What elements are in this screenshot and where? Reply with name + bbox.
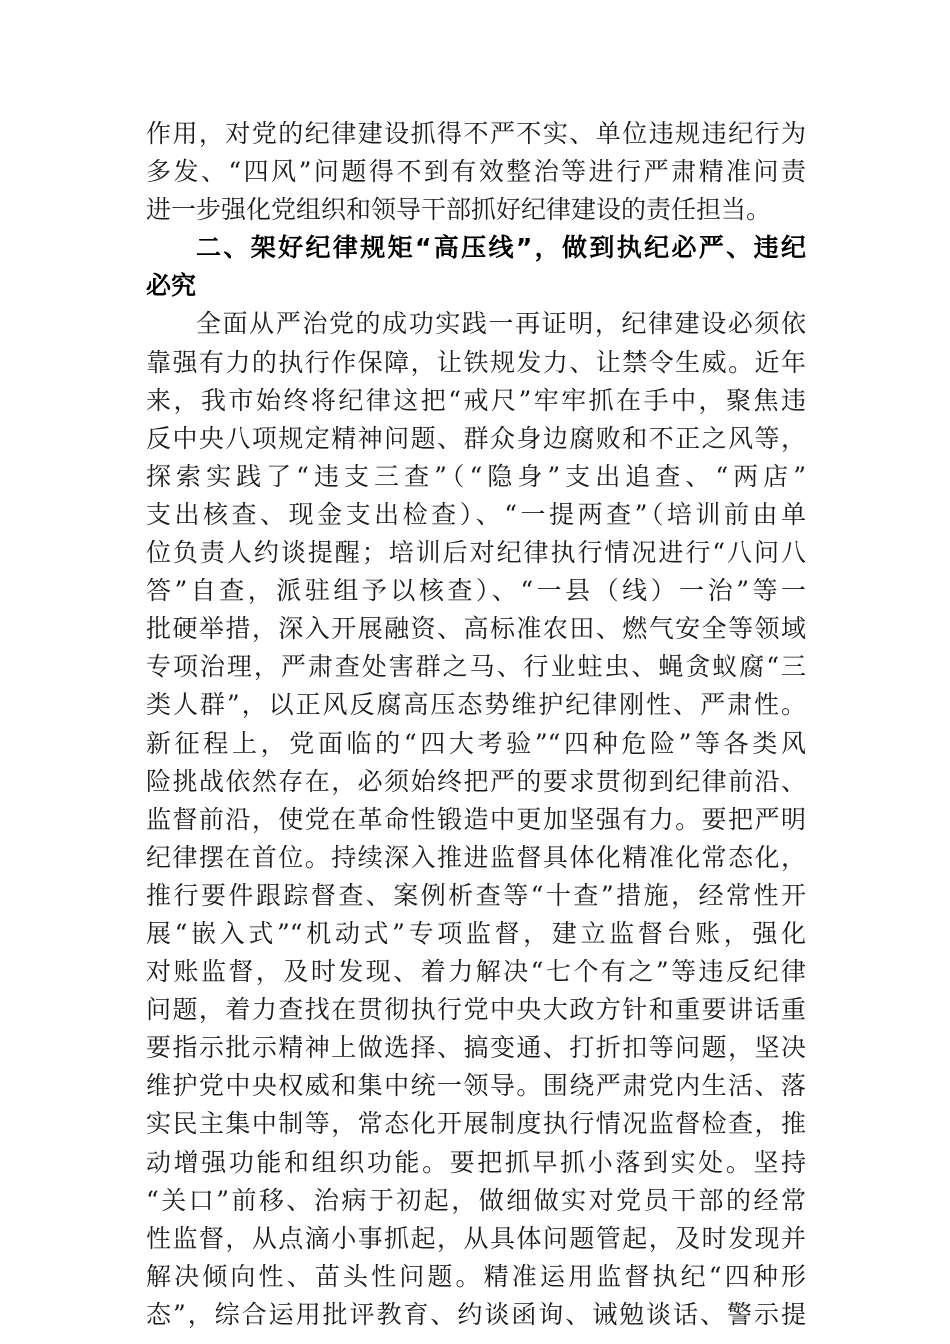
- text-line: 险挑战依然存在，必须始终把严的要求贯彻到纪律前沿、: [146, 766, 806, 796]
- text-line: 实民主集中制等，常态化开展制度执行情况监督检查，推: [146, 1109, 806, 1139]
- document-page: [146, 115, 806, 1334]
- text-line: 态”，综合运用批评教育、约谈函询、诫勉谈话、警示提: [146, 1299, 806, 1329]
- paragraph-continuation: [146, 115, 806, 229]
- text-line: 问题，着力查找在贯彻执行党中央大政方针和重要讲话重: [146, 995, 806, 1025]
- text-line: 性监督，从点滴小事抓起，从具体问题管起，及时发现并: [146, 1223, 806, 1253]
- text-line: 作用，对党的纪律建设抓得不严不实、单位违规违纪行为: [146, 119, 806, 148]
- text-line: 支出核查、现金支出检查）、“一提两查”（培训前由单: [146, 499, 806, 529]
- text-line: 来，我市始终将纪律这把“戒尺”牢牢抓在手中，聚焦违: [146, 385, 806, 415]
- body-paragraph: [146, 305, 806, 1334]
- text-line: 纪律摆在首位。持续深入推进监督具体化精准化常态化，: [146, 842, 806, 872]
- text-line: 反中央八项规定精神问题、群众身边腐败和不正之风等，: [146, 423, 806, 453]
- text-line: “关口”前移、治病于初起，做细做实对党员干部的经常: [146, 1185, 806, 1215]
- text-line: 动增强功能和组织功能。要把抓早抓小落到实处。坚持: [146, 1147, 806, 1177]
- text-line: 监督前沿，使党在革命性锻造中更加坚强有力。要把严明: [146, 804, 806, 834]
- text-line: 推行要件跟踪督查、案例析查等“十查”措施，经常性开: [146, 880, 806, 910]
- text-line: 全面从严治党的成功实践一再证明，纪律建设必须依: [196, 309, 806, 339]
- heading-line: 二、架好纪律规矩“高压线”，做到执纪必严、违纪: [196, 233, 806, 263]
- text-line: 靠强有力的执行作保障，让铁规发力、让禁令生威。近年: [146, 347, 806, 377]
- text-line: 进一步强化党组织和领导干部抓好纪律建设的责任担当。: [146, 195, 772, 225]
- text-line: 批硬举措，深入开展融资、高标准农田、燃气安全等领域: [146, 614, 806, 644]
- section-heading: [146, 229, 806, 305]
- heading-line: 必究: [146, 271, 197, 301]
- text-line: 展“嵌入式”“机动式”专项监督，建立监督台账，强化: [146, 918, 806, 948]
- text-line: 维护党中央权威和集中统一领导。围绕严肃党内生活、落: [146, 1071, 806, 1101]
- text-line: 专项治理，严肃查处害群之马、行业蛀虫、蝇贪蚁腐“三: [146, 652, 806, 682]
- text-line: 答”自查，派驻组予以核查）、“一县（线）一治”等一: [146, 576, 806, 606]
- text-line: 要指示批示精神上做选择、搞变通、打折扣等问题，坚决: [146, 1033, 806, 1063]
- text-line: 解决倾向性、苗头性问题。精准运用监督执纪“四种形: [146, 1261, 806, 1291]
- text-line: 多发、“四风”问题得不到有效整治等进行严肃精准问责: [146, 157, 806, 187]
- text-line: 探索实践了“违支三查”（“隐身”支出追查、“两店”: [146, 461, 806, 491]
- text-line: 新征程上，党面临的“四大考验”“四种危险”等各类风: [146, 728, 806, 758]
- text-line: 对账监督，及时发现、着力解决“七个有之”等违反纪律: [146, 957, 806, 987]
- text-line: 类人群”，以正风反腐高压态势维护纪律刚性、严肃性。: [146, 690, 806, 720]
- text-line: 位负责人约谈提醒；培训后对纪律执行情况进行“八问八: [146, 538, 806, 568]
